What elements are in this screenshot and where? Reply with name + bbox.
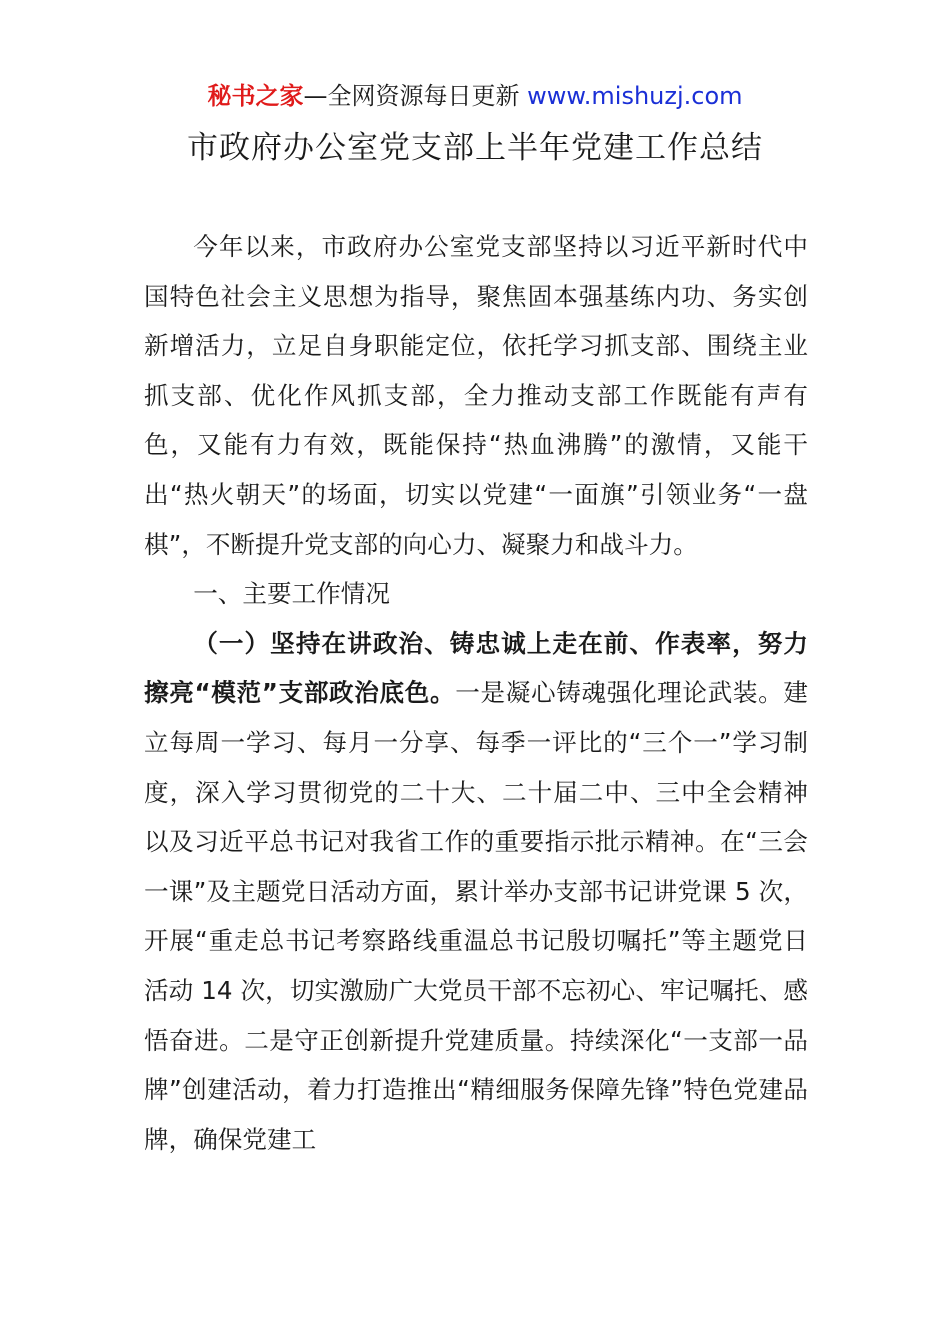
site-header bbox=[0, 80, 950, 112]
subsection-paragraph bbox=[144, 619, 808, 1165]
section-heading: 一、主要工作情况 bbox=[193, 579, 390, 609]
brand-name: 秘书之家 bbox=[207, 82, 304, 110]
document-title: 市政府办公室党支部上半年党建工作总结 bbox=[187, 130, 763, 166]
document-body bbox=[144, 222, 808, 1164]
header-tagline: —全网资源每日更新 bbox=[303, 82, 520, 110]
site-url: www.mishuzj.com bbox=[527, 82, 743, 110]
subsection-heading: （一）坚持在讲政治、铸忠诚上走在前、作表率，努力擦亮“模范”支部政治底色。 bbox=[144, 628, 808, 708]
subsection-text: 一是凝心铸魂强化理论武装。建立每周一学习、每月一分享、每季一评比的“三个一”学习制度，深入学习贯彻党的二十大、二十届二中、三中全会精神以及习近平总书记对我省工作的重要指示批示精神。在“三会一课”及主题党日活动方面，累计举办支部书记讲党课 5 次，开展“重走总书记考察路线重温总书记殷切嘱托”等主题党日活动 14 次，切实激励广大党员干部不忘初心、牢记嘱托、感悟奋进。二是守正创新提升党建质量。持续深化“一支部一品牌”创建活动，着力打造推出“精细服务保障先锋”特色党建品牌，确保党建工 bbox=[144, 678, 808, 1154]
intro-paragraph: 今年以来，市政府办公室党支部坚持以习近平新时代中国特色社会主义思想为指导，聚焦固本强基练内功、务实创新增活力，立足自身职能定位，依托学习抓支部、围绕主业抓支部、优化作风抓支部，全力推动支部工作既能有声有色，又能有力有效，既能保持“热血沸腾”的激情，又能干出“热火朝天”的场面，切实以党建“一面旗”引领业务“一盘棋”，不断提升党支部的向心力、凝聚力和战斗力。 bbox=[144, 232, 808, 559]
